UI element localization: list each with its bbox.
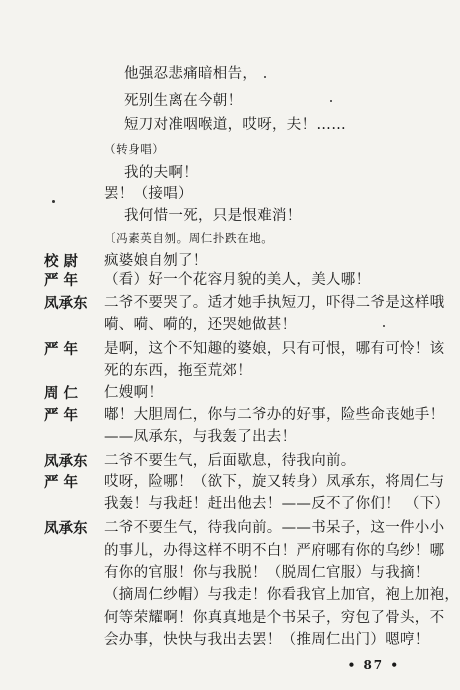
verse-line-1: 他强忍悲痛暗相告， bbox=[124, 66, 258, 82]
verse-line-3: 短刀对准咽喉道，哎呀，夫！…… bbox=[124, 117, 346, 133]
verse-line-2: 死别生离在今朝！ bbox=[124, 93, 243, 109]
verse-line-4: 我的夫啊！ bbox=[124, 165, 198, 181]
dialogue-line: 死的东西，拖至荒郊！ bbox=[104, 363, 252, 379]
dialogue-line: （摘周仁纱帽）与我走！你看我官上加官，袍上加袍， bbox=[104, 587, 460, 603]
scan-speck bbox=[264, 76, 266, 78]
page-number: • 87 • bbox=[347, 658, 400, 672]
speaker-label: 凤承东 bbox=[44, 520, 88, 537]
dialogue-line: 二爷不要生气，后面歇息，待我向前。 bbox=[104, 453, 356, 469]
verse-line-5: 我何惜一死，只是恨难消！ bbox=[124, 208, 302, 224]
scan-speck bbox=[383, 325, 385, 327]
dialogue-line: ——凤承东，与我轰了出去！ bbox=[104, 429, 297, 445]
dialogue-line: 二爷不要哭了。适才她手执短刀，吓得二爷是这样哦 bbox=[104, 295, 445, 311]
speaker-label: 严 年 bbox=[44, 474, 79, 491]
dialogue-line: 何等荣耀啊！你真真地是个书呆子，穷包了骨头，不 bbox=[104, 610, 445, 626]
dialogue-line: 疯婆娘自刎了！ bbox=[104, 253, 208, 269]
speaker-label: 严 年 bbox=[44, 407, 79, 424]
dialogue-line: 有你的官服！你与我脱！（脱周仁官服）与我摘！ bbox=[104, 565, 430, 581]
dialogue-line: 的事儿，办得这样不明不白！严府哪有你的乌纱！哪 bbox=[104, 543, 445, 559]
dialogue-line: 是啊，这个不知趣的婆娘，只有可恨，哪有可怜！该 bbox=[104, 341, 445, 357]
sung-line: 罢！（接唱） bbox=[104, 186, 193, 202]
scan-speck bbox=[330, 100, 332, 102]
scan-speck bbox=[52, 200, 55, 203]
dialogue-line: 二爷不要生气，待我向前。——书呆子，这一件小小 bbox=[104, 520, 445, 536]
stage-direction: 〔冯素英自刎。周仁扑跌在地。 bbox=[104, 231, 274, 245]
dialogue-line: 我轰！与我赶！赶出他去！——反不了你们！ （下） bbox=[104, 496, 450, 512]
stage-direction: （转身唱） bbox=[104, 142, 165, 156]
dialogue-line: 哎呀，险哪！（欲下，旋又转身）凤承东，将周仁与 bbox=[104, 474, 445, 490]
dialogue-line: 会办事，快快与我出去罢！（推周仁出门）嗯哼！ bbox=[104, 632, 430, 648]
dialogue-line: 嗬、嗬、嗬的，还哭她做甚！ bbox=[104, 317, 297, 333]
speaker-label: 严 年 bbox=[44, 272, 79, 289]
dialogue-line: （看）好一个花容月貌的美人，美人哪！ bbox=[104, 272, 371, 288]
speaker-label: 严 年 bbox=[44, 341, 79, 358]
dialogue-line: 仁嫂啊！ bbox=[104, 385, 164, 401]
speaker-label: 校 尉 bbox=[44, 253, 79, 270]
speaker-label: 凤承东 bbox=[44, 295, 88, 312]
dialogue-line: 嘟！大胆周仁，你与二爷办的好事，险些命丧她手！ bbox=[104, 407, 445, 423]
speaker-label: 凤承东 bbox=[44, 453, 88, 470]
speaker-label: 周 仁 bbox=[44, 385, 79, 402]
